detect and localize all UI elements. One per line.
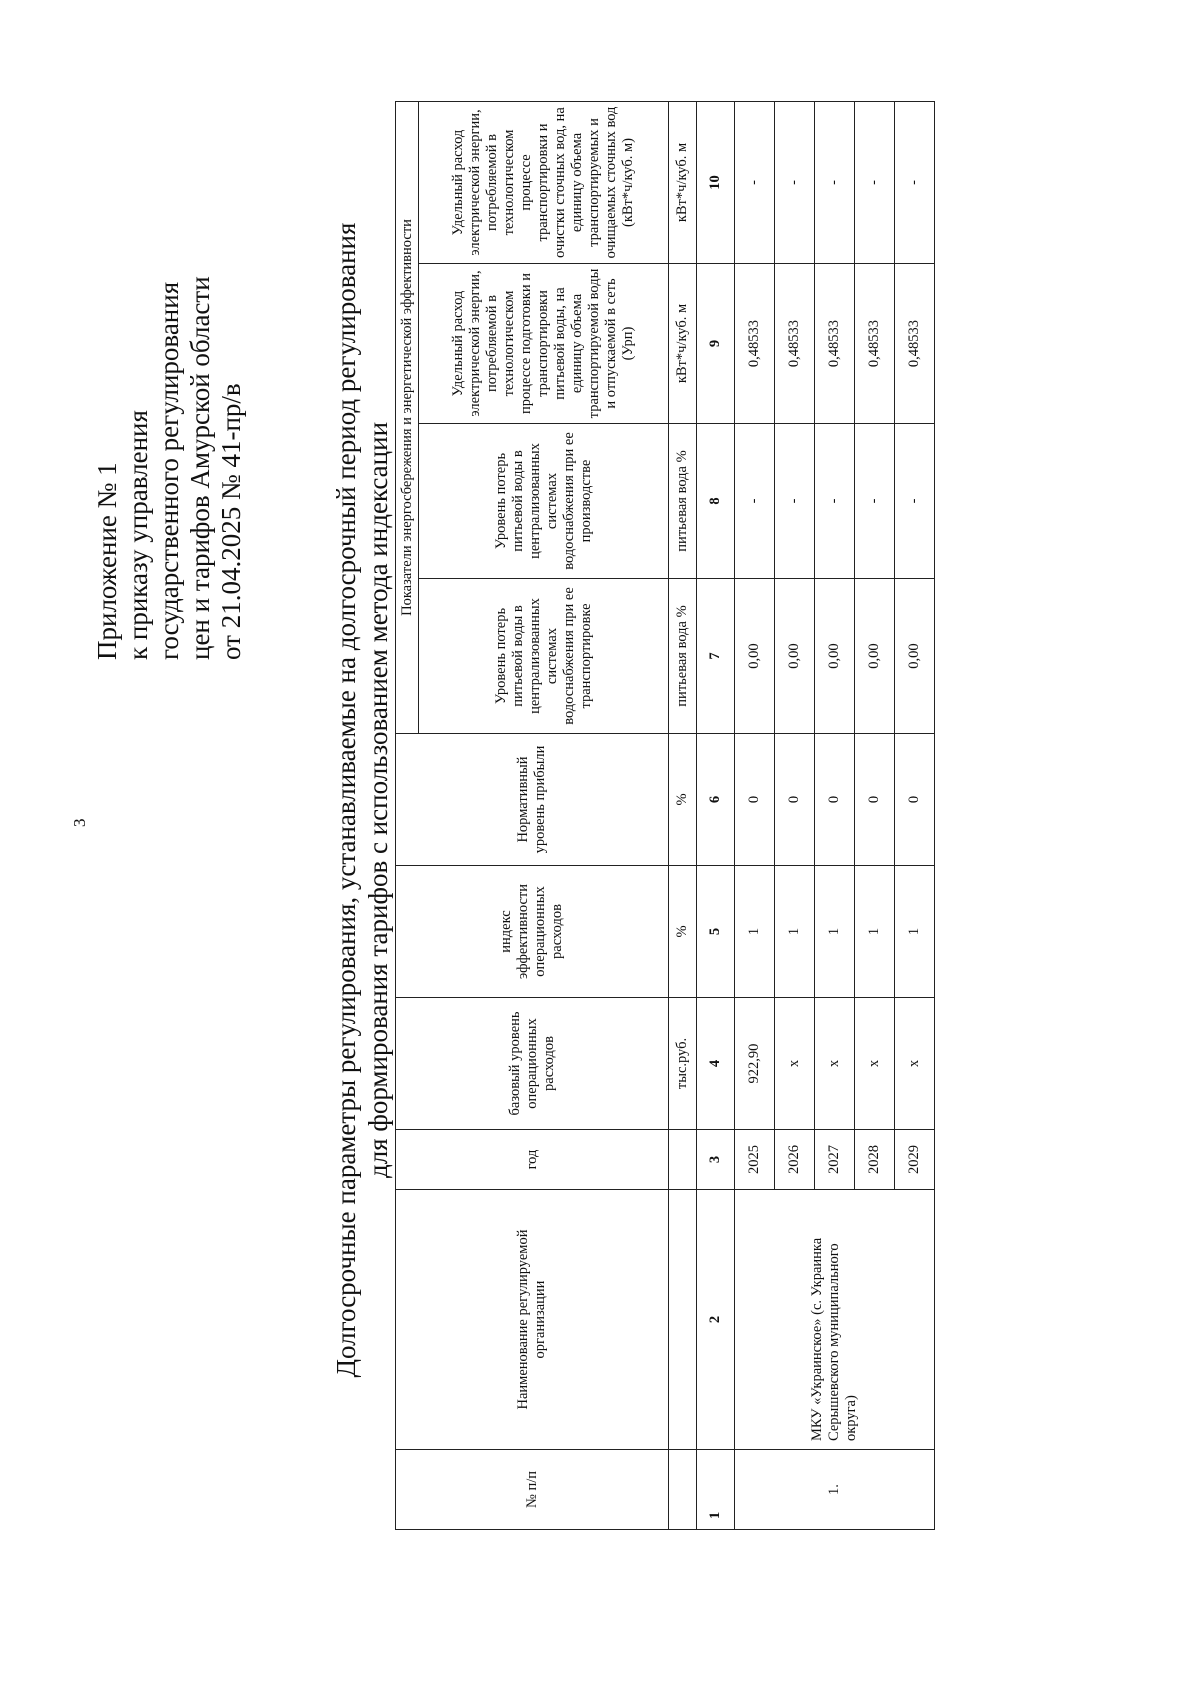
cell-energy-water: 0,48533 [815,264,855,424]
units-row [669,101,697,1529]
unit-energy-water: кВт*ч/куб. м [669,264,697,424]
cell-energy-water: 0,48533 [895,264,935,424]
cell-base-level: х [895,998,935,1130]
header-row-group [396,101,419,1529]
colnum-6: 6 [697,734,735,866]
header-num: № п/п [396,1450,669,1530]
colnum-9: 9 [697,264,735,424]
header-energy-sewage: Удельный расход электрической энергии, потребляемой в технологическом процессе транспортировки и очистки сточных вод, на единицу объема транспортируемых и очищаемых сточных вод (кВт*ч/куб. м) [419,101,669,263]
cell-year: 2025 [735,1130,775,1190]
cell-efficiency-index: 1 [895,866,935,998]
cell-loss-transport: 0,00 [855,579,895,734]
header-efficiency-index: индекс эффективности операционных расходов [396,866,669,998]
cell-efficiency-index: 1 [815,866,855,998]
cell-energy-sewage: - [735,101,775,263]
header-org: Наименование регулируемой организации [396,1190,669,1450]
header-year: год [396,1130,669,1190]
cell-loss-production: - [815,424,855,579]
unit-loss-transport: питьевая вода % [669,579,697,734]
cell-year: 2029 [895,1130,935,1190]
appendix-line: государственного регулирования [154,281,184,660]
cell-profit-level: 0 [775,734,815,866]
colnum-1: 1 [697,1450,735,1530]
org-number: 1. [735,1450,935,1530]
colnum-8: 8 [697,424,735,579]
cell-loss-transport: 0,00 [735,579,775,734]
unit-loss-production: питьевая вода % [669,424,697,579]
cell-loss-transport: 0,00 [775,579,815,734]
header-loss-production: Уровень потерь питьевой воды в централизованных системах водоснабжения при ее производстве [419,424,669,579]
cell-energy-water: 0,48533 [855,264,895,424]
appendix-block [92,100,247,660]
cell-loss-production: - [855,424,895,579]
cell-base-level: х [815,998,855,1130]
cell-efficiency-index: 1 [735,866,775,998]
cell-energy-sewage: - [775,101,815,263]
colnum-10: 10 [697,101,735,263]
table-row [735,101,775,1529]
appendix-line: от 21.04.2025 № 41-пр/в [216,383,246,660]
cell-loss-transport: 0,00 [815,579,855,734]
unit-base-level: тыс.руб. [669,998,697,1130]
column-numbers-row [697,101,735,1529]
appendix-line: Приложение № 1 [92,462,122,660]
header-loss-transport: Уровень потерь питьевой воды в централизованных системах водоснабжения при ее транспортировке [419,579,669,734]
cell-profit-level: 0 [735,734,775,866]
colnum-2: 2 [697,1190,735,1450]
cell-year: 2026 [775,1130,815,1190]
colnum-4: 4 [697,998,735,1130]
cell-efficiency-index: 1 [775,866,815,998]
header-energy-group: Показатели энергосбережения и энергетической эффективности [396,101,419,733]
colnum-5: 5 [697,866,735,998]
appendix-line: цен и тарифов Амурской области [185,276,215,660]
unit-efficiency-index: % [669,866,697,998]
cell-base-level: х [855,998,895,1130]
cell-efficiency-index: 1 [855,866,895,998]
cell-loss-transport: 0,00 [895,579,935,734]
unit-profit-level: % [669,734,697,866]
org-name: МКУ «Украинское» (с. Украинка Серышевского муниципального округа) [735,1190,935,1450]
cell-year: 2027 [815,1130,855,1190]
cell-energy-water: 0,48533 [735,264,775,424]
cell-profit-level: 0 [855,734,895,866]
unit-energy-sewage: кВт*ч/куб. м [669,101,697,263]
cell-energy-sewage: - [855,101,895,263]
header-profit-level: Нормативный уровень прибыли [396,734,669,866]
header-energy-water: Удельный расход электрической энергии, потребляемой в технологическом процессе подготовки и транспортировки питьевой воды, на единицу объема транспортируемой воды и отпускаемой в сеть (Урп) [419,264,669,424]
appendix-line: к приказу управления [123,410,153,660]
cell-base-level: 922,90 [735,998,775,1130]
cell-energy-water: 0,48533 [775,264,815,424]
cell-loss-production: - [735,424,775,579]
cell-loss-production: - [775,424,815,579]
colnum-7: 7 [697,579,735,734]
cell-energy-sewage: - [815,101,855,263]
colnum-3: 3 [697,1130,735,1190]
document-title [330,150,394,1450]
parameters-table [395,101,935,1530]
title-line-2: для формирования тарифов с использованием метода индексации [363,421,393,1179]
title-line-1: Долгосрочные параметры регулирования, устанавливаемые на долгосрочный период регулирования [331,222,361,1378]
cell-energy-sewage: - [895,101,935,263]
cell-profit-level: 0 [895,734,935,866]
cell-base-level: х [775,998,815,1130]
page-number: 3 [70,818,89,827]
cell-profit-level: 0 [815,734,855,866]
cell-loss-production: - [895,424,935,579]
cell-year: 2028 [855,1130,895,1190]
header-base-level: базовый уровень операционных расходов [396,998,669,1130]
